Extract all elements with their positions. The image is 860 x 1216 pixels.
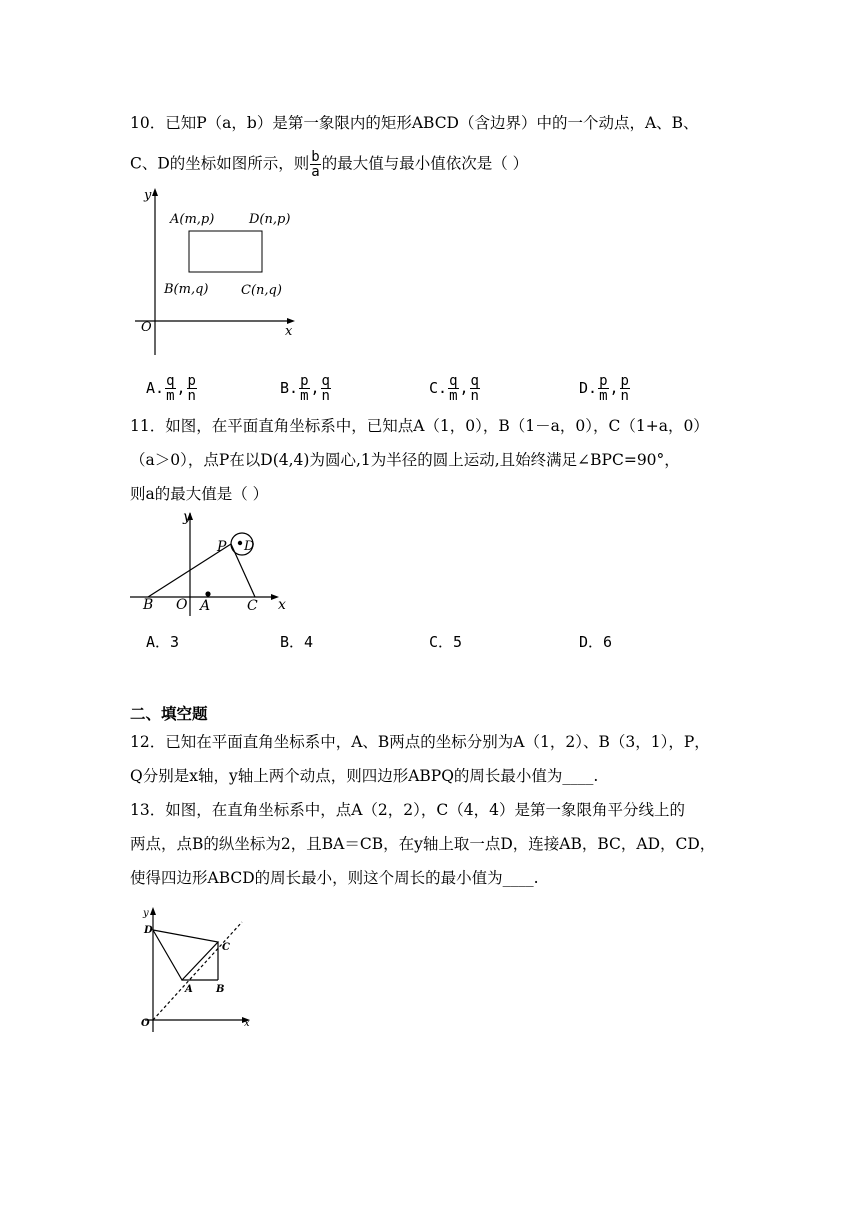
q11-label-a: A — [200, 598, 211, 614]
q10-label-b: B(m,q) — [164, 282, 209, 297]
q10-line1: 10．已知P（a，b）是第一象限内的矩形ABCD（含边界）中的一个动点，A、B、 — [130, 114, 699, 132]
q10-label-d: D(n,p) — [249, 212, 291, 227]
q10-option-a: A. $\frac{q}{m}$ , $\frac{p}{n}$ — [146, 373, 196, 404]
q12-line2: Q分别是x轴，y轴上两个动点，则四边形ABPQ的周长最小值为____. — [130, 767, 599, 785]
q11-y-label: y — [183, 509, 191, 525]
q13-x-label: x — [244, 1018, 250, 1029]
q10-fraction-b-over-a: $\frac{b}{a}$ — [311, 149, 320, 180]
q10-option-d: D. $\frac{p}{m}$ , $\frac{p}{n}$ — [579, 373, 629, 404]
q11-x-label: x — [278, 597, 286, 613]
q11-label-b: B — [143, 597, 154, 613]
q12-line1: 12．已知在平面直角坐标系中，A、B两点的坐标分别为A（1，2）、B（3，1），P， — [130, 733, 710, 751]
q10-origin-label: O — [141, 320, 152, 335]
q13-origin-label: O — [141, 1018, 150, 1029]
q11-option-d: D．6 — [579, 633, 613, 651]
q10-option-b: B. $\frac{p}{m}$ , $\frac{q}{n}$ — [280, 373, 330, 404]
q13-line3: 使得四边形ABCD的周长最小，则这个周长的最小值为____. — [130, 869, 539, 887]
q10-option-c: C. $\frac{q}{m}$ , $\frac{q}{n}$ — [429, 373, 479, 404]
q11-option-a: A．3 — [146, 633, 180, 651]
q11-label-p: P — [217, 539, 227, 555]
q13-label-c: C — [222, 942, 230, 953]
q13-figure — [140, 902, 260, 1037]
q10-rectangle — [189, 231, 262, 272]
q10-label-a: A(m,p) — [170, 212, 215, 227]
q11-option-c: C．5 — [429, 633, 463, 651]
q11-label-d: D — [244, 539, 255, 554]
q10-label-c: C(n,q) — [241, 283, 282, 298]
q13-segments-da-dc — [153, 930, 218, 980]
q13-line1: 13．如图，在直角坐标系中，点A（2，2），C（4，4）是第一象限角平分线上的 — [130, 801, 685, 819]
q11-center-d-dot — [238, 541, 242, 545]
q13-label-d: D — [144, 925, 153, 936]
q10-x-label: x — [285, 324, 293, 339]
q10-line2-pre: C、D的坐标如图所示，则 — [130, 154, 310, 173]
q13-label-b: B — [216, 984, 225, 995]
q13-bisector-line — [153, 922, 242, 1020]
q11-line3: 则a的最大值是（ ） — [130, 485, 269, 503]
q11-point-a-dot — [205, 591, 210, 596]
q11-line2: （a＞0），点P在以D(4,4)为圆心,1为半径的圆上运动,且始终满足∠BPC=90°， — [130, 451, 680, 469]
q10-line2 — [130, 150, 528, 179]
q10-figure — [130, 185, 300, 355]
section-title-fill-in: 二、填空题 — [130, 705, 208, 723]
q13-y-label: y — [143, 908, 149, 919]
q13-line2: 两点，点B的纵坐标为2，且BA＝CB，在y轴上取一点D，连接AB，BC，AD，CD， — [130, 835, 716, 853]
q10-y-arrow-icon — [152, 188, 158, 196]
q11-line1: 11．如图，在平面直角坐标系中，已知点A（1，0），B（1－a，0），C（1+a，0） — [130, 417, 709, 435]
q11-origin-label: O — [176, 597, 188, 613]
q11-figure — [128, 506, 298, 616]
q11-label-c: C — [247, 598, 258, 614]
q13-y-arrow-icon — [150, 907, 156, 915]
q10-line2-post: 的最大值与最小值依次是（ ） — [321, 154, 529, 173]
q13-label-a: A — [185, 984, 193, 995]
q11-option-b: B．4 — [280, 633, 314, 651]
q10-y-label: y — [144, 188, 152, 203]
